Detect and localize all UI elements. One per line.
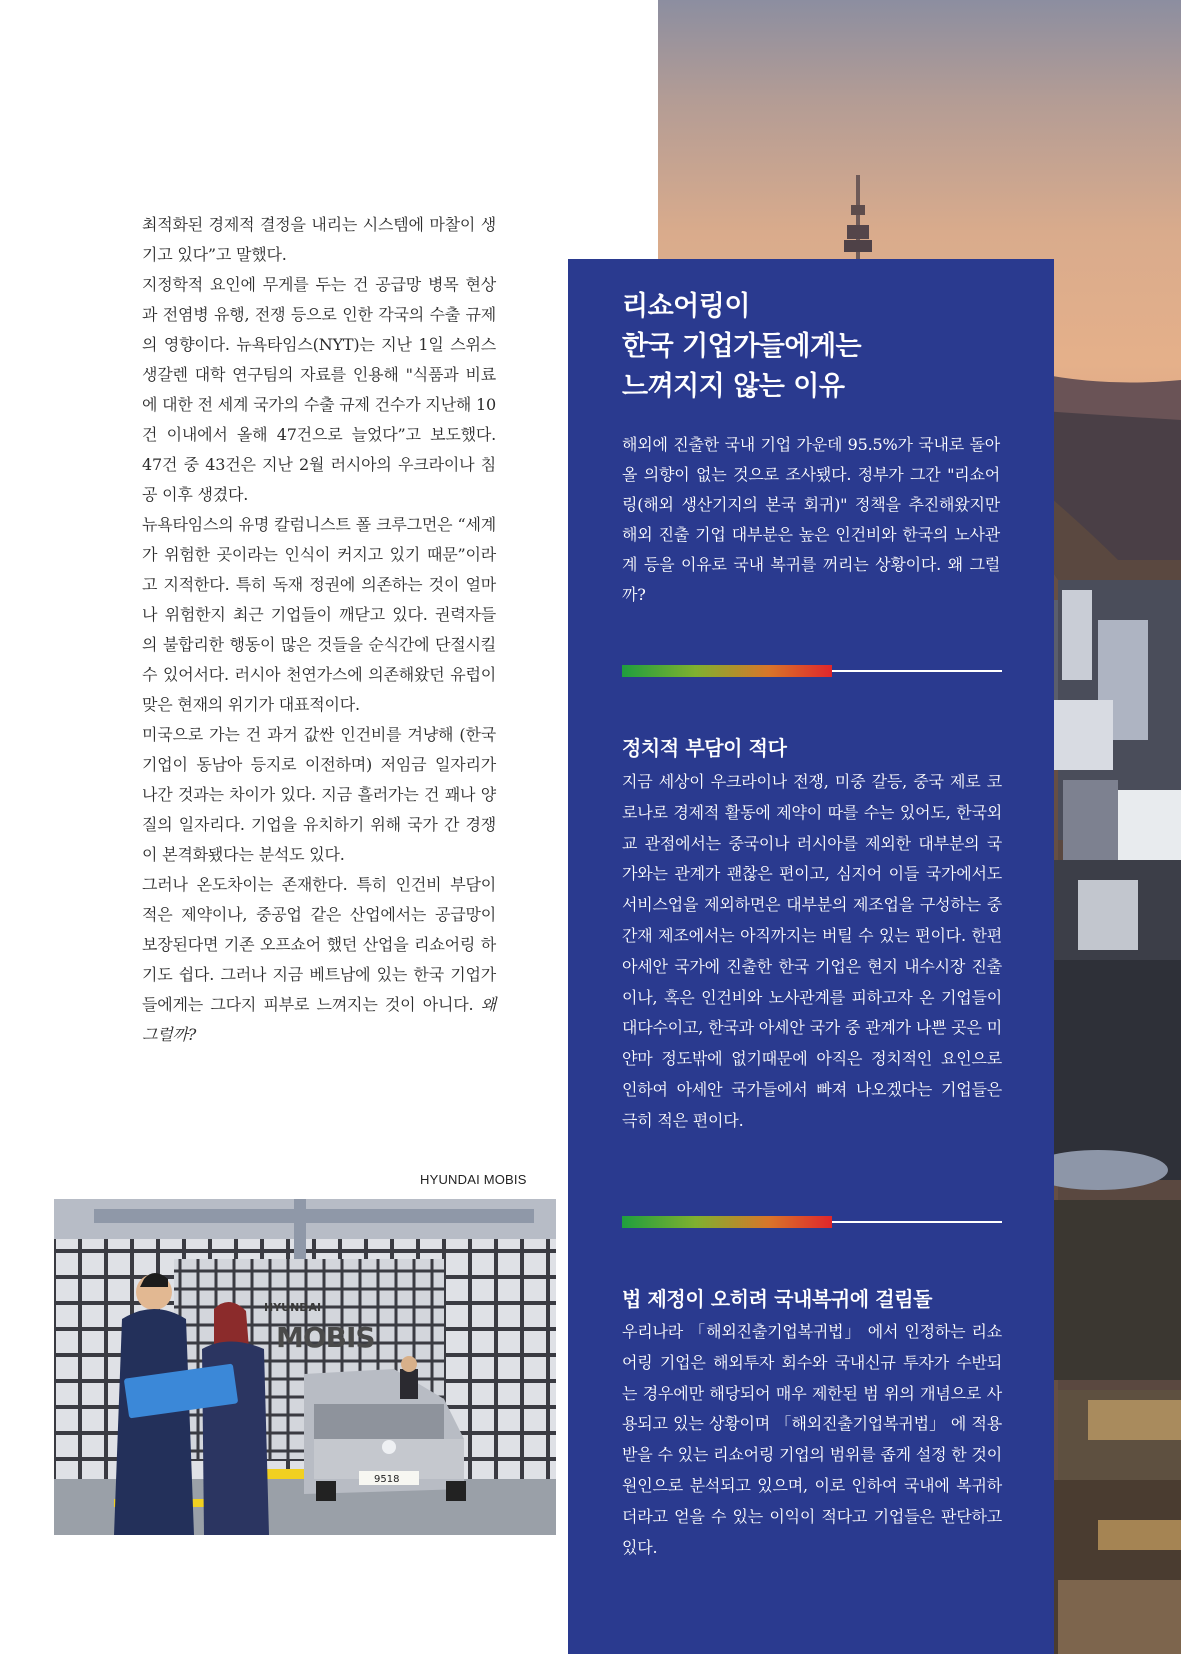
- photo-credit: HYUNDAI MOBIS: [420, 1172, 527, 1187]
- section-heading-legislation: 법 제정이 오히려 국내복귀에 걸림돌: [622, 1287, 933, 1311]
- section-divider: [622, 1216, 1002, 1228]
- article-left-column: [142, 210, 496, 1050]
- divider-line: [832, 670, 1002, 672]
- reshoring-sidebar-panel: [568, 259, 1054, 1654]
- article-paragraph: 최적화된 경제적 결정을 내리는 시스템에 마찰이 생기고 있다”고 말했다.: [142, 215, 496, 264]
- hyundai-mobis-test-chamber-photo: [54, 1199, 556, 1535]
- article-paragraph: 뉴욕타임스의 유명 칼럼니스트 폴 크루그먼은 “세계가 위험한 곳이라는 인식이 커지고 있기 때문”이라고 지적한다. 특히 독재 정권에 의존하는 것이 얼마나 위험한지 최근 기업들이 깨닫고 있다. 권력자들의 불합리한 행동이 많은 것들을 순식간에 단절시킬 수 있어서다. 러시아 천연가스에 의존해왔던 유럽이 맞은 현재의 위기가 대표적이다.: [142, 515, 496, 714]
- sidebar-title-line: 한국 기업가들에게는: [622, 331, 862, 362]
- article-paragraph: 미국으로 가는 건 과거 값싼 인건비를 겨냥해 (한국 기업이 동남아 등지로 이전하며) 저임금 일자리가 나간 것과는 차이가 있다. 지금 흘러가는 건 꽤나 양질의 일자리다. 기업을 유치하기 위해 국가 간 경쟁이 본격화됐다는 분석도 있다.: [142, 725, 496, 864]
- sidebar-intro: 해외에 진출한 국내 기업 가운데 95.5%가 국내로 돌아올 의향이 없는 것으로 조사됐다. 정부가 그간 "리쇼어링(해외 생산기지의 본국 회귀)" 정책을 추진해왔지만 해외 진출 기업 대부분은 높은 인건비와 한국의 노사관계 등을 이유로 국내 복귀를 꺼리는 상황이다. 왜 그럴까?: [622, 435, 1000, 604]
- section-divider: [622, 665, 1002, 677]
- divider-gradient-bar: [622, 665, 832, 677]
- sign-brand-bottom: MOBIS: [276, 1321, 375, 1354]
- article-paragraph: 지정학적 요인에 무게를 두는 건 공급망 병목 현상과 전염병 유행, 전쟁 등으로 인한 각국의 수출 규제의 영향이다. 뉴욕타임스(NYT)는 지난 1일 스위스 생갈렌 대학 연구팀의 자료를 인용해 "식품과 비료에 대한 전 세계 국가의 수출 규제 건수가 지난해 10건 이내에서 올해 47건으로 늘었다”고 보도했다. 47건 중 43건은 지난 2월 러시아의 우크라이나 침공 이후 생겼다.: [142, 275, 496, 504]
- section-body-political: 지금 세상이 우크라이나 전쟁, 미중 갈등, 중국 제로 코로나로 경제적 활동에 제약이 따를 수는 있어도, 한국외교 관점에서는 중국이나 러시아를 제외한 대부분의 국가와는 관계가 괜찮은 편이고, 심지어 이들 국가에서도 서비스업을 제외하면은 대부분의 제조업을 구성하는 중간재 제조에서는 아직까지는 버틸 수 있는 편이다. 한편 아세안 국가에 진출한 한국 기업은 현지 내수시장 진출이나, 혹은 인건비와 노사관계를 피하고자 온 기업들이 대다수이고, 한국과 아세안 국가 중 관계가 나쁜 곳은 미얀마 정도밖에 없기때문에 아직은 정치적인 요인으로 인하여 아세안 국가들에서 빠져 나오겠다는 기업들은 극히 적은 편이다.: [622, 772, 1002, 1130]
- sidebar-title-line: 리쇼어링이: [622, 291, 750, 322]
- divider-gradient-bar: [622, 1216, 832, 1228]
- article-paragraph-last: [142, 870, 496, 1050]
- sidebar-title-line: 느껴지지 않는 이유: [622, 371, 845, 402]
- divider-line: [832, 1221, 1002, 1223]
- section-body-legislation: 우리나라 「해외진출기업복귀법」 에서 인정하는 리쇼어링 기업은 해외투자 회수와 국내신규 투자가 수반되는 경우에만 해당되어 매우 제한된 범 위의 개념으로 사용되고 있는 상황이며 「해외진출기업복귀법」 에 적용받을 수 있는 리쇼어링 기업의 범위를 좁게 설정 한 것이 원인으로 분석되고 있으며, 이로 인하여 국내에 복귀하더라고 얻을 수 있는 이익이 적다고 기업들은 판단하고 있다.: [622, 1322, 1002, 1557]
- article-closing-question: 왜 그럴까?: [142, 995, 496, 1044]
- sign-brand-top: HYUNDAI: [264, 1301, 322, 1314]
- article-paragraph-last-text: 그러나 온도차이는 존재한다. 특히 인건비 부담이 적은 제약이나, 중공업 같은 산업에서는 공급망이 보장된다면 기존 오프쇼어 했던 산업을 리쇼어링 하기도 쉽다. 그러나 지금 베트남에 있는 한국 기업가들에게는 그다지 피부로 느껴지는 것이 아니다.: [142, 875, 496, 1014]
- sidebar-title: [622, 287, 861, 407]
- license-plate: 9518: [374, 1474, 400, 1485]
- section-heading-political: 정치적 부담이 적다: [622, 736, 787, 760]
